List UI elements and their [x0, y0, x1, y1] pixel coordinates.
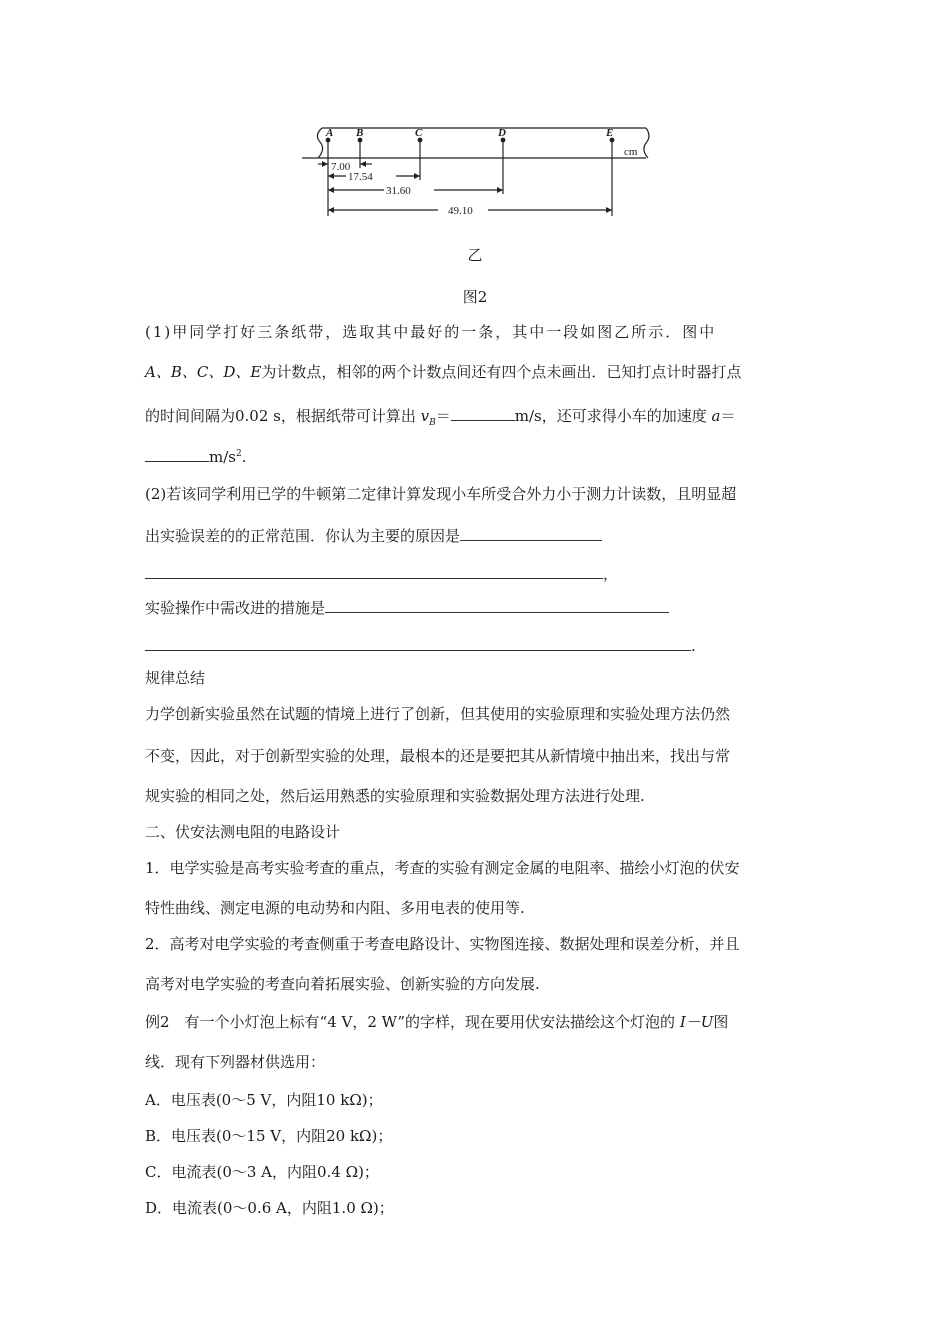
q2-line-4 [145, 596, 810, 618]
section-2-p2-line-1: 2．高考对电学实验的考查侧重于考查电路设计、实物图连接、数据处理和误差分析，并且 [145, 935, 740, 953]
q2-line-2 [145, 524, 810, 546]
measure-49: 49.10 [448, 205, 473, 217]
blank-reason-2[interactable] [145, 562, 603, 579]
label-e: E [606, 127, 614, 139]
blank-accel[interactable] [145, 445, 209, 462]
blank-vb[interactable] [451, 404, 515, 421]
blank-reason-1[interactable] [460, 524, 602, 541]
example-2-line-2: 线．现有下列器材供选用： [145, 1053, 326, 1071]
summary-line-2: 不变，因此，对于创新型实验的处理，最根本的还是要把其从新情境中抽出来，找出与常 [145, 747, 731, 765]
var-a: a [711, 407, 721, 425]
q1-points: A、B、C、D、E [145, 363, 262, 381]
q2-period: . [691, 637, 696, 655]
figure-sublabel: 乙 [467, 246, 483, 264]
q2-line-5 [145, 634, 810, 656]
accel-unit-sup: 2 [235, 449, 242, 459]
var-v-sub: B [429, 418, 436, 428]
tape-torn-left-edge [317, 128, 322, 158]
paper-tape-figure [298, 120, 658, 230]
q1-line-2 [145, 362, 810, 382]
q2-line-2-text: 出实验误差的的正常范围．你认为主要的原因是 [145, 527, 461, 545]
accel-unit: m/s [209, 448, 236, 466]
q1-line-3-text: 的时间间隔为0.02 s，根据纸带可计算出 [145, 407, 421, 425]
unit-label: cm [624, 146, 638, 158]
arrow-49-left [328, 207, 334, 213]
q1-line-3 [145, 404, 810, 433]
tape-torn-right-edge [644, 128, 649, 158]
example-2-line-1 [145, 1012, 810, 1032]
figure-caption: 图2 [462, 288, 488, 306]
label-d: D [498, 127, 506, 139]
label-b: B [356, 127, 364, 139]
blank-improve-1[interactable] [325, 596, 669, 613]
arrow-31-left [328, 187, 334, 193]
option-d: D．电流表(0～0.6 A，内阻1.0 Ω)； [145, 1199, 394, 1217]
arrow-7-left [322, 161, 328, 167]
eq-sign-2: ＝ [720, 407, 736, 425]
q1-line-1: (1)甲同学打好三条纸带，选取其中最好的一条，其中一段如图乙所示．图中 [145, 323, 717, 341]
section-2-heading: 二、伏安法测电阻的电路设计 [145, 823, 341, 841]
arrow-49-right [606, 207, 612, 213]
section-2-p1-line-2: 特性曲线、测定电源的电动势和内阻、多用电表的使用等. [145, 899, 525, 917]
summary-line-3: 规实验的相同之处，然后运用熟悉的实验原理和实验数据处理方法进行处理. [145, 787, 645, 805]
summary-line-1: 力学创新实验虽然在试题的情境上进行了创新，但其使用的实验原理和实验处理方法仍然 [145, 705, 731, 723]
measure-17: 17.54 [348, 171, 373, 183]
example-2-tu: 图 [713, 1013, 729, 1031]
arrow-17-left [328, 173, 334, 179]
label-c: C [415, 127, 423, 139]
arrow-7-right [360, 161, 366, 167]
q2-line-4-text: 实验操作中需改进的措施是 [145, 599, 326, 617]
var-i-u: I－U [679, 1013, 714, 1031]
q2-line-3 [145, 562, 810, 584]
q1-line-4 [145, 444, 810, 467]
var-v: v [420, 407, 430, 425]
label-a: A [326, 127, 334, 139]
measure-7: 7.00 [331, 161, 351, 173]
measure-31: 31.60 [386, 185, 411, 197]
q1-end-period: . [241, 448, 247, 466]
section-2-p2-line-2: 高考对电学实验的考查向着拓展实验、创新实验的方向发展. [145, 975, 540, 993]
summary-heading: 规律总结 [145, 669, 206, 687]
eq-sign: ＝ [435, 407, 451, 425]
example-2-text: 例2 有一个小灯泡上标有“4 V，2 W”的字样，现在要用伏安法描绘这个灯泡的 [145, 1013, 680, 1031]
option-a: A．电压表(0～5 V，内阻10 kΩ)； [145, 1091, 383, 1109]
arrow-17-right [414, 173, 420, 179]
option-c: C．电流表(0～3 A，内阻0.4 Ω)； [145, 1163, 379, 1181]
q2-line-1: (2)若该同学利用已学的牛顿第二定律计算发现小车所受合外力小于测力计读数，且明显超 [145, 485, 737, 503]
q1-unit-text: m/s，还可求得小车的加速度 [514, 407, 712, 425]
option-b: B．电压表(0～15 V，内阻20 kΩ)； [145, 1127, 393, 1145]
section-2-p1-line-1: 1．电学实验是高考实验考查的重点，考查的实验有测定金属的电阻率、描绘小灯泡的伏安 [145, 859, 740, 877]
q1-line-2-text: 为计数点，相邻的两个计数点间还有四个点未画出．已知打点计时器打点 [261, 363, 742, 381]
arrow-31-right [497, 187, 503, 193]
blank-improve-2[interactable] [145, 634, 691, 651]
q2-comma: ， [603, 565, 619, 583]
